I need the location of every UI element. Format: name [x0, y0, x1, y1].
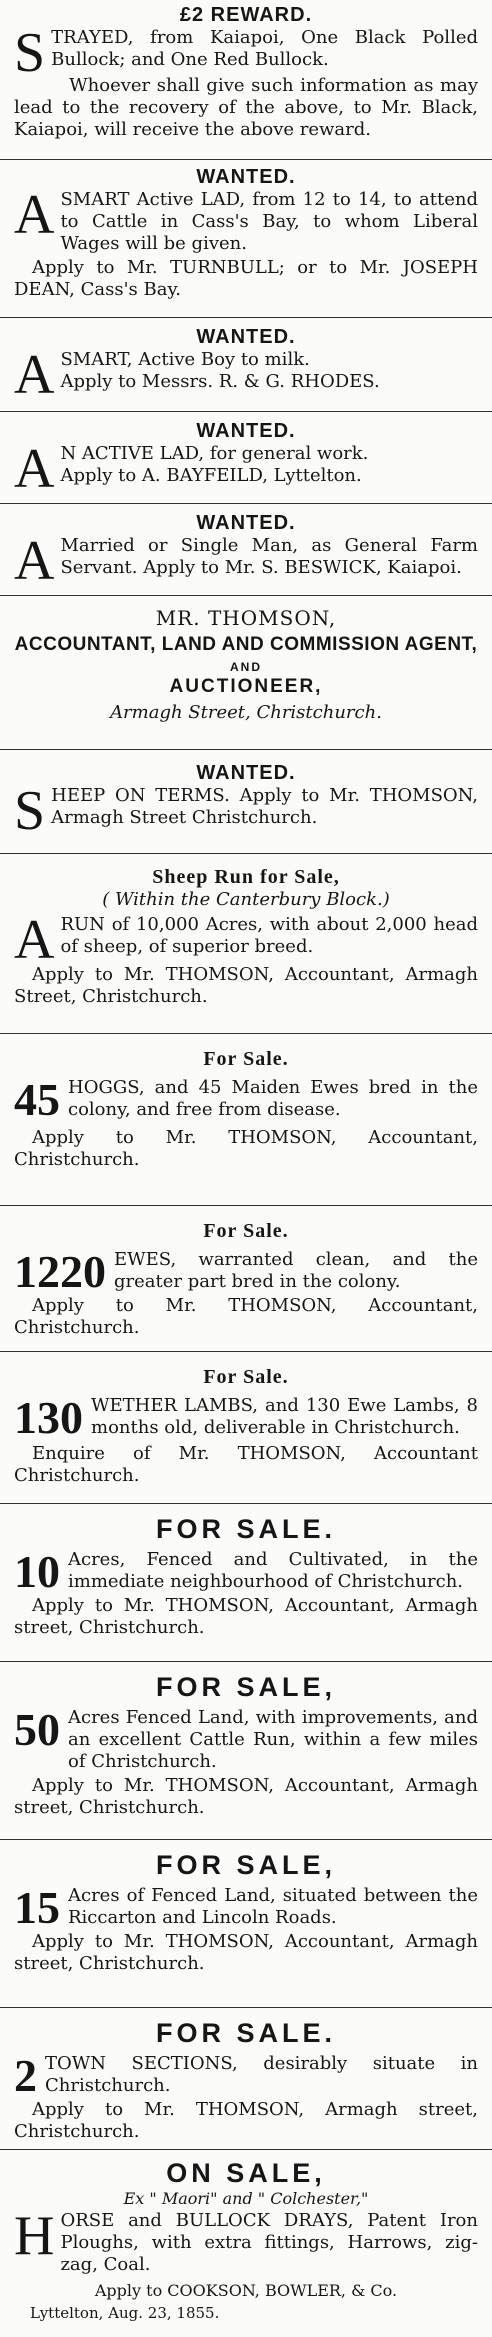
agent-auctioneer: AUCTIONEER,	[169, 676, 323, 697]
ad-reward	[0, 0, 492, 160]
ad-text-rest: Whoever shall give such information as may lead to the recovery of the above, to Mr. Black, Kaiapoi, will receive the above reward.	[14, 75, 478, 140]
lead-number: 15	[14, 1882, 60, 1933]
ad-subheading: Ex " Maori" and " Colchester,"	[123, 2189, 369, 2208]
ad-subheading: ( Within the Canterbury Block.)	[102, 889, 390, 910]
ad-body	[14, 2205, 478, 2276]
ad-dateline: Lyttelton, Aug. 23, 1855.	[30, 2304, 220, 2322]
lead-number: 2	[14, 2050, 37, 2101]
ad-body	[14, 184, 478, 255]
ad-text: Acres of Fenced Land, situated between the Riccarton and Lincoln Roads.	[68, 1885, 478, 1928]
drop-initial: A	[14, 438, 55, 500]
lead-number: 10	[14, 1546, 60, 1597]
ad-body	[14, 2050, 478, 2101]
drop-initial: S	[14, 22, 46, 84]
ad-body	[14, 438, 478, 500]
ad-body	[14, 1882, 478, 1933]
ad-heading: FOR SALE.	[155, 2018, 336, 2048]
ad-body	[14, 1392, 478, 1443]
ad-wanted-sheep	[0, 750, 492, 854]
ad-text-rest: Apply to Mr. THOMSON, Accountant, Christchurch.	[14, 1295, 478, 1338]
ad-50-acres	[0, 1662, 492, 1840]
ad-hoggs	[0, 1034, 492, 1206]
ad-wanted-boy	[0, 318, 492, 412]
ad-heading: WANTED.	[196, 326, 296, 348]
ad-heading: WANTED.	[196, 512, 296, 534]
ad-body	[14, 909, 478, 971]
ad-heading: FOR SALE.	[155, 1514, 336, 1544]
ad-body	[14, 780, 478, 842]
ad-text-rest: Apply to Mr. TURNBULL; or to Mr. JOSEPH DEAN, Cass's Bay.	[14, 257, 478, 300]
ad-wether-lambs	[0, 1352, 492, 1504]
ad-text: N ACTIVE LAD, for general work.	[60, 443, 369, 464]
ad-text-rest: Apply to Mr. THOMSON, Accountant, Armagh street, Christchurch.	[14, 1595, 478, 1638]
ad-heading: FOR SALE,	[155, 1850, 336, 1880]
ad-body	[14, 1704, 478, 1773]
agent-name: MR. THOMSON,	[155, 606, 337, 630]
ad-heading: For Sale.	[203, 1366, 289, 1388]
drop-initial: A	[14, 530, 55, 592]
agent-title: ACCOUNTANT, LAND AND COMMISSION AGENT,	[14, 634, 478, 655]
agent-address: Armagh Street, Christchurch.	[110, 702, 382, 723]
ad-15-acres	[0, 1840, 492, 2008]
ad-heading: WANTED.	[196, 762, 296, 784]
drop-initial: S	[14, 780, 46, 842]
ad-thomson-card	[0, 596, 492, 750]
drop-initial: A	[14, 909, 55, 971]
ad-heading: WANTED.	[196, 420, 296, 442]
ad-text: SMART, Active Boy to milk.	[60, 349, 310, 370]
drop-initial: A	[14, 184, 55, 246]
ad-body	[14, 344, 478, 406]
ad-body	[14, 1074, 478, 1125]
lead-number: 50	[14, 1704, 60, 1755]
drop-initial: H	[14, 2205, 55, 2267]
ad-text-rest: Apply to Mr. THOMSON, Accountant, Armagh street, Christchurch.	[14, 1931, 478, 1974]
ad-text: Acres, Fenced and Cultivated, in the immediate neighbourhood of Christchurch.	[68, 1549, 478, 1592]
ad-heading: £2 REWARD.	[179, 4, 313, 26]
ad-text: Acres Fenced Land, with improvements, and an excellent Cattle Run, within a few miles of Christchurch.	[68, 1707, 478, 1772]
ad-text: WETHER LAMBS, and 130 Ewe Lambs, 8 months old, deliverable in Christchurch.	[91, 1395, 478, 1438]
ad-text-rest: Apply to Mr. THOMSON, Accountant, Armagh street, Christchurch.	[14, 1775, 478, 1818]
ad-wanted-lad	[0, 160, 492, 318]
ad-body	[14, 1546, 478, 1597]
ad-text-rest: Apply to Messrs. R. & G. RHODES.	[60, 371, 380, 392]
ad-text: Married or Single Man, as General Farm Servant. Apply to Mr. S. BESWICK, Kaiapoi.	[60, 535, 478, 578]
ad-text-rest: Apply to Mr. THOMSON, Accountant, Christchurch.	[14, 1127, 478, 1170]
ad-text-rest: Apply to A. BAYFEILD, Lyttelton.	[60, 465, 362, 486]
ad-text: RUN of 10,000 Acres, with about 2,000 head of sheep, of superior breed.	[60, 914, 478, 957]
ad-text-rest: Apply to Mr. THOMSON, Accountant, Armagh Street, Christchurch.	[14, 964, 478, 1007]
lead-number: 130	[14, 1392, 83, 1443]
ad-text-rest: Enquire of Mr. THOMSON, Accountant Christchurch.	[14, 1443, 478, 1486]
ad-wanted-active-lad	[0, 412, 492, 504]
ad-heading: FOR SALE,	[155, 1672, 336, 1702]
ad-on-sale	[0, 2150, 492, 2337]
ad-text: TRAYED, from Kaiapoi, One Black Polled Bullock; and One Red Bullock.	[51, 27, 478, 70]
ad-text: SMART Active LAD, from 12 to 14, to attend to Cattle in Cass's Bay, to whom Liberal Wages will be given.	[60, 189, 478, 254]
ad-body	[14, 22, 478, 84]
ad-wanted-farm-servant	[0, 504, 492, 596]
ad-town-sections	[0, 2008, 492, 2150]
ad-heading: WANTED.	[196, 166, 296, 188]
ad-text: HEEP ON TERMS. Apply to Mr. THOMSON, Armagh Street Christchurch.	[51, 785, 478, 828]
ad-text: EWES, warranted clean, and the greater part bred in the colony.	[114, 1249, 478, 1292]
agent-and: AND	[230, 660, 262, 674]
ad-text: HOGGS, and 45 Maiden Ewes bred in the colony, and free from disease.	[68, 1077, 478, 1120]
ad-heading: For Sale.	[203, 1220, 289, 1242]
ad-text-rest: Apply to COOKSON, BOWLER, & Co.	[94, 2281, 398, 2300]
lead-number: 45	[14, 1074, 60, 1125]
ad-heading: For Sale.	[203, 1048, 289, 1070]
ad-text: ORSE and BULLOCK DRAYS, Patent Iron Ploughs, with extra fittings, Harrows, zig-zag, Coal.	[60, 2210, 478, 2275]
ad-heading: Sheep Run for Sale,	[152, 866, 340, 888]
ad-10-acres	[0, 1504, 492, 1662]
ad-text-rest: Apply to Mr. THOMSON, Armagh street, Christchurch.	[14, 2099, 478, 2142]
ad-text: TOWN SECTIONS, desirably situate in Christchurch.	[45, 2053, 478, 2096]
lead-number: 1220	[14, 1246, 106, 1297]
ad-ewes	[0, 1206, 492, 1352]
ad-body	[14, 1246, 478, 1297]
ad-heading: ON SALE,	[166, 2158, 326, 2188]
ad-body	[14, 530, 478, 592]
drop-initial: A	[14, 344, 55, 406]
ad-sheep-run	[0, 854, 492, 1034]
